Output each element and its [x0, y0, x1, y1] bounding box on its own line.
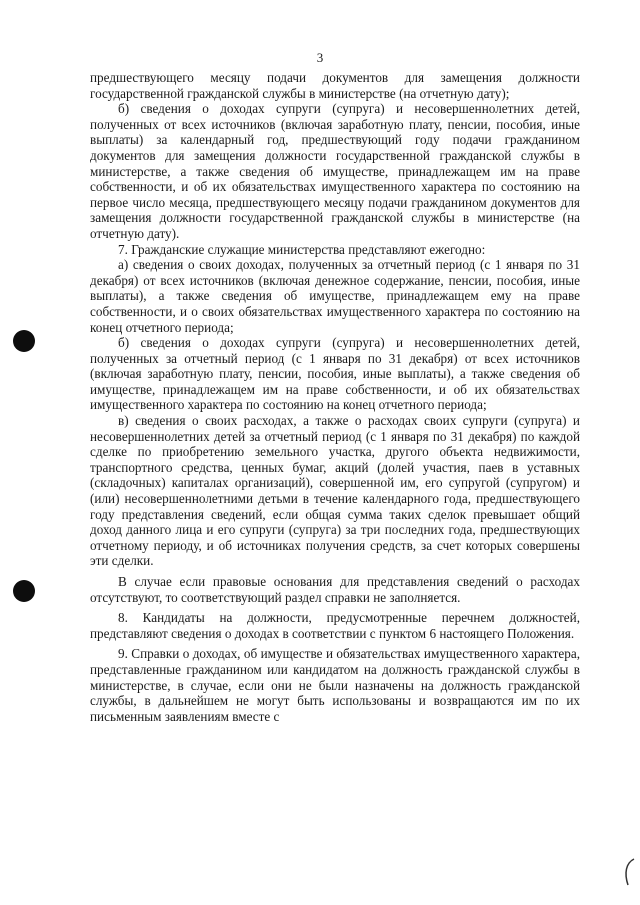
punch-hole-upper	[13, 330, 35, 352]
paragraph-7a: а) сведения о своих доходах, полученных за отчетный период (с 1 января по 31 декабря) от всех источников (включая денежное содержание, пенсии, пособия, иные выплаты), а также сведения об имуществе, принадлежащем ему на праве собственности, и о своих обязательствах имущественного характера по состоянию на конец отчетного периода;	[90, 257, 580, 335]
document-body	[90, 70, 580, 724]
paragraph-7v: в) сведения о своих расходах, а также о расходах своих супруги (супруга) и несовершеннолетних детей за отчетный период (с 1 января по 31 декабря) по каждой сделке по приобретению земельного участка, другого объекта недвижимости, транспортного средства, ценных бумаг, акций (долей участия, паев в уставных (складочных) капиталах организаций), совершенной им, его супругой (супругом) и (или) несовершеннолетними детьми в течение календарного года, предшествующего году представления сведений, если общая сумма таких сделок превышает общий доход данного лица и его супруги (супруга) за три последних года, предшествующих отчетному периоду, и об источниках получения средств, за счет которых совершены эти сделки.	[90, 413, 580, 569]
paragraph-7b: б) сведения о доходах супруги (супруга) и несовершеннолетних детей, полученных за отчетный период (с 1 января по 31 декабря) от всех источников (включая заработную плату, пенсии, пособия, иные выплаты), а также сведения об имуществе, принадлежащем им на праве собственности, и об их обязательствах имущественного характера по состоянию на конец отчетного периода;	[90, 335, 580, 413]
paragraph-8: 8. Кандидаты на должности, предусмотренные перечнем должностей, представляют сведения о доходах в соответствии с пунктом 6 настоящего Положения.	[90, 610, 580, 641]
paragraph-expenses-note: В случае если правовые основания для представления сведений о расходах отсутствуют, то соответствующий раздел справки не заполняется.	[90, 574, 580, 605]
scan-edge-mark	[620, 857, 636, 887]
paragraph-9: 9. Справки о доходах, об имуществе и обязательствах имущественного характера, представленные гражданином или кандидатом на должность гражданской службы в министерстве, в случае, если они не были назначены на должность гражданской службы, в дальнейшем не могут быть использованы и возвращаются им по их письменным заявлениям вместе с	[90, 646, 580, 724]
page-number: 3	[316, 50, 324, 65]
paragraph-7: 7. Гражданские служащие министерства представляют ежегодно:	[118, 241, 486, 257]
paragraph-6b: б) сведения о доходах супруги (супруга) и несовершеннолетних детей, полученных от всех источников (включая заработную плату, пенсии, пособия, иные выплаты) за календарный год, предшествующий году подачи гражданином документов для замещения должности государственной гражданской службы в министерстве, а также сведения об имуществе, принадлежащем им на праве собственности, и об их обязательствах имущественного характера по состоянию на первое число месяца, предшествующего месяцу подачи гражданином документов для замещения должности государственной гражданской службы в министерстве (на отчетную дату).	[90, 101, 580, 241]
paragraph-continuation: предшествующего месяцу подачи документов для замещения должности государственной гражданской службы в министерстве (на отчетную дату);	[90, 70, 580, 101]
punch-hole-lower	[13, 580, 35, 602]
